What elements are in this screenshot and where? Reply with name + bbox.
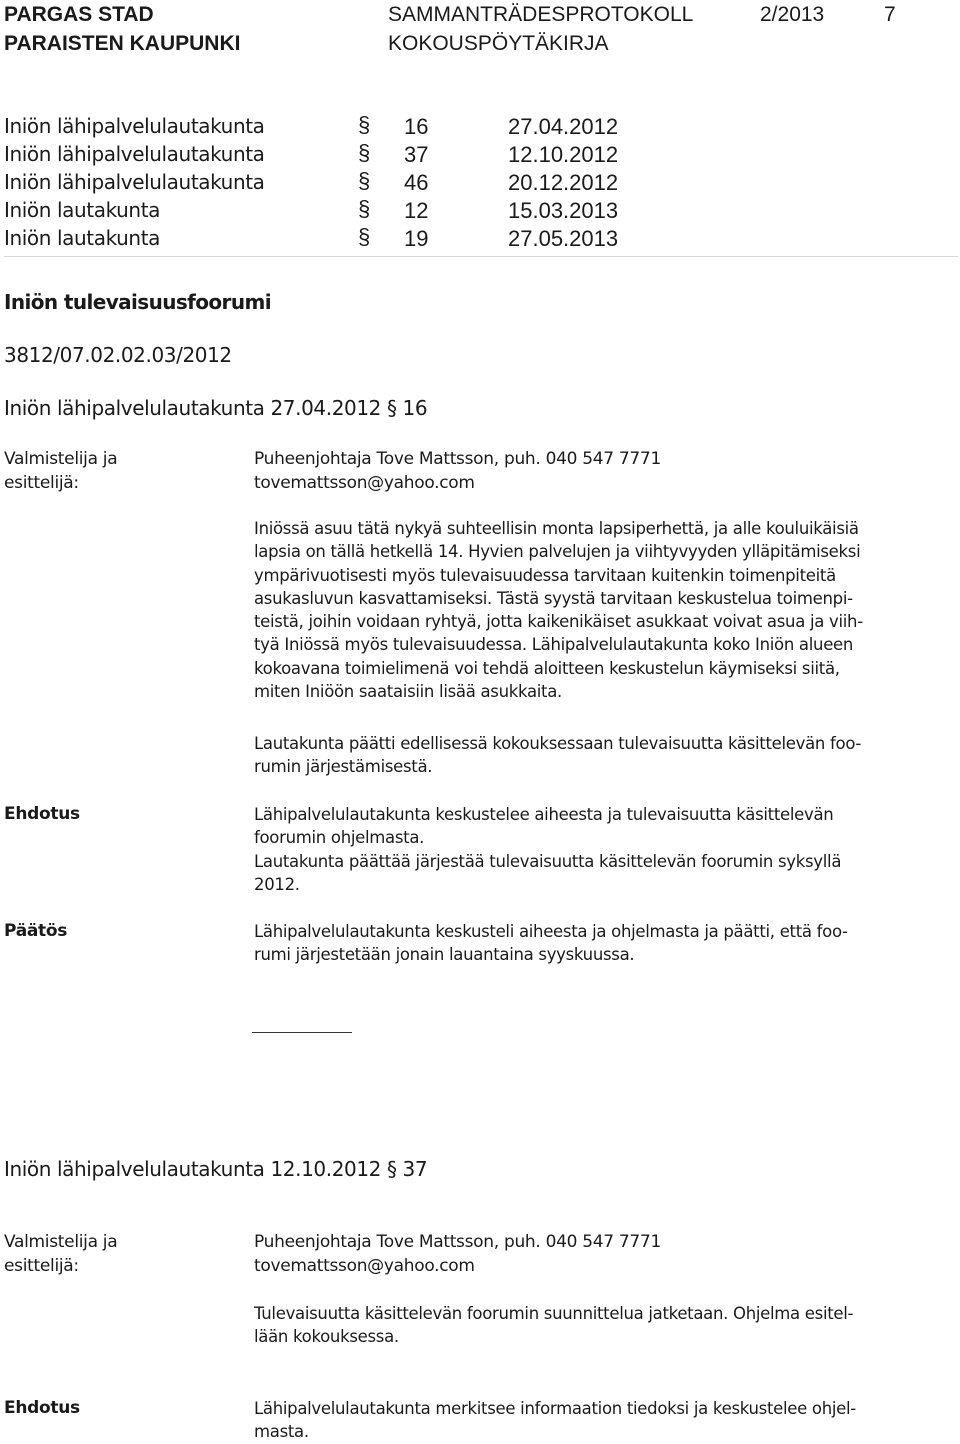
text-line: lapsia on tällä hetkellä 14. Hyvien palvelujen ja viihtyvyyden ylläpitämiseksi: [254, 542, 861, 562]
history-number: 37: [404, 142, 429, 167]
body-paragraph: [254, 517, 948, 703]
preparer-email: tovemattsson@yahoo.com: [254, 1256, 475, 1276]
text-line: 2012.: [254, 874, 300, 894]
item-heading: Iniön lähipalvelulautakunta 27.04.2012 § 16: [4, 396, 428, 420]
proposal-label: Ehdotus: [4, 804, 80, 824]
paragraph-sign: §: [358, 224, 371, 249]
text-line: tyä Iniössä myös tulevaisuudessa. Lähipalvelulautakunta koko Iniön alueen: [254, 635, 854, 655]
preparer-name: Puheenjohtaja Tove Mattsson, puh. 040 547 7771: [254, 449, 661, 469]
separator-line: [4, 256, 958, 257]
body-paragraph: [254, 1302, 948, 1349]
history-date: 27.04.2012: [508, 114, 619, 139]
doc-title-fi: KOKOUSPÖYTÄKIRJA: [388, 32, 609, 55]
decision-label: Päätös: [4, 921, 68, 941]
text-line: Iniössä asuu tätä nykyä suhteellisin monta lapsiperhettä, ja alle kouluikäisiä: [254, 519, 859, 538]
history-body: Iniön lähipalvelulautakunta: [4, 170, 265, 194]
history-date: 15.03.2013: [508, 198, 619, 223]
text-line: ympärivuotisesti myös tulevaisuudessa tarvitaan kuitenkin toimenpiteitä: [254, 565, 836, 585]
text-line: Lähipalvelulautakunta merkitsee informaation tiedoksi ja keskustelee ohjel-: [254, 1399, 856, 1418]
proposal-label: Ehdotus: [4, 1398, 80, 1418]
paragraph-sign: §: [358, 140, 371, 165]
history-date: 27.05.2013: [508, 226, 619, 251]
preparer-email: tovemattsson@yahoo.com: [254, 473, 475, 493]
history-number: 19: [404, 226, 429, 251]
preparer-label-2: esittelijä:: [4, 473, 79, 493]
text-line: Lähipalvelulautakunta keskusteli aiheesta ja ohjelmasta ja päätti, että foo-: [254, 922, 848, 941]
paragraph-sign: §: [358, 168, 371, 193]
text-line: Lautakunta päätti edellisessä kokouksessaan tulevaisuutta käsittelevän foo-: [254, 734, 862, 753]
text-line: Lautakunta päättää järjestää tulevaisuutta käsittelevän foorumin syksyllä: [254, 851, 842, 871]
text-line: kokoavana toimielimenä voi tehdä aloitteen keskustelun käymiseksi siitä,: [254, 658, 840, 678]
history-number: 16: [404, 114, 429, 139]
preparer-label: Valmistelija ja: [4, 449, 118, 469]
paragraph-sign: §: [358, 112, 371, 137]
issue-number: 2/2013: [760, 3, 825, 26]
preparer-label-2: esittelijä:: [4, 1256, 79, 1276]
org-name-fi: PARGAS STAD: [4, 3, 154, 26]
text-line: teistä, joihin voidaan ryhtyä, jotta kaikenikäiset asukkaat voivat asua ja viih-: [254, 612, 863, 632]
decision-text: [254, 920, 948, 967]
text-line: rumi järjestetään jonain lauantaina syyskuussa.: [254, 945, 635, 965]
text-line: masta.: [254, 1422, 309, 1442]
text-line: rumin järjestämisestä.: [254, 757, 433, 777]
text-line: miten Iniöön saataisiin lisää asukkaita.: [254, 682, 562, 702]
history-body: Iniön lautakunta: [4, 226, 161, 250]
history-body: Iniön lähipalvelulautakunta: [4, 142, 265, 166]
page-number: 7: [884, 3, 896, 26]
history-number: 46: [404, 170, 429, 195]
org-name-sv: PARAISTEN KAUPUNKI: [4, 32, 241, 55]
text-line: lään kokouksessa.: [254, 1327, 399, 1347]
doc-title-sv: SAMMANTRÄDESPROTOKOLL: [388, 3, 694, 26]
history-body: Iniön lähipalvelulautakunta: [4, 114, 265, 138]
preparer-label: Valmistelija ja: [4, 1232, 118, 1252]
section-title: Iniön tulevaisuusfoorumi: [4, 290, 271, 314]
item-heading: Iniön lähipalvelulautakunta 12.10.2012 § 37: [4, 1157, 428, 1181]
text-line: Tulevaisuutta käsittelevän foorumin suunnittelua jatketaan. Ohjelma esitel-: [254, 1304, 854, 1323]
proposal-text: [254, 1397, 948, 1444]
end-of-item-rule: [252, 1032, 352, 1033]
history-number: 12: [404, 198, 429, 223]
proposal-text: [254, 803, 948, 896]
preparer-name: Puheenjohtaja Tove Mattsson, puh. 040 547 7771: [254, 1232, 661, 1252]
history-date: 12.10.2012: [508, 142, 619, 167]
history-date: 20.12.2012: [508, 170, 619, 195]
text-line: Lähipalvelulautakunta keskustelee aiheesta ja tulevaisuutta käsittelevän: [254, 805, 834, 824]
text-line: foorumin ohjelmasta.: [254, 828, 425, 848]
body-paragraph: [254, 732, 948, 779]
history-body: Iniön lautakunta: [4, 198, 161, 222]
diary-number: 3812/07.02.02.03/2012: [4, 343, 232, 367]
paragraph-sign: §: [358, 196, 371, 221]
text-line: asukasluvun kasvattamiseksi. Tästä syystä tarvitaan keskustelua toimenpi-: [254, 588, 853, 608]
